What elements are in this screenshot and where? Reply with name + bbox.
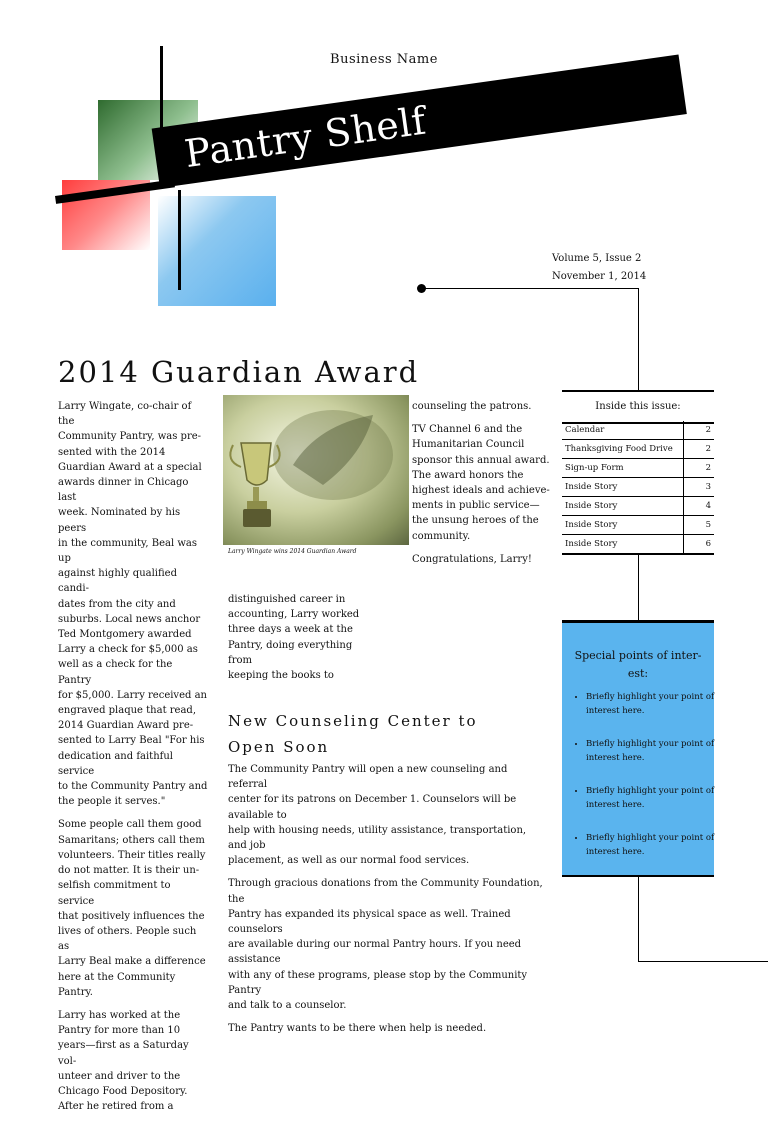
trophy-photo	[223, 395, 409, 545]
toc-row[interactable]	[562, 516, 714, 535]
toc-row[interactable]	[562, 459, 714, 478]
connector-line	[638, 553, 639, 621]
connector-line	[424, 288, 639, 289]
toc-page: 6	[684, 535, 715, 555]
issue-date: November 1, 2014	[552, 271, 647, 282]
lead-column-3	[412, 399, 552, 575]
decor-blue-square	[158, 196, 276, 306]
special-points-list	[562, 691, 726, 879]
special-point: • Briefly highlight your point of interest here.	[586, 832, 726, 859]
toc-title: Inside this issue:	[562, 390, 714, 424]
special-points-box	[562, 620, 714, 877]
toc-row[interactable]	[562, 478, 714, 497]
lead-paragraph: counseling the patrons.	[412, 401, 532, 412]
toc-page: 2	[684, 440, 715, 459]
connector-line	[638, 961, 768, 962]
toc-row[interactable]	[562, 497, 714, 516]
toc-table	[562, 421, 714, 555]
newsletter-title: Pantry Shelf	[181, 98, 429, 176]
lead-paragraph: Congratulations, Larry!	[412, 553, 532, 565]
decor-vertical-line-2	[178, 190, 181, 290]
second-story-body	[228, 762, 548, 1044]
story-paragraph: Through gracious donations from the Community Foundation, the Pantry has expanded its physical space as well. Trained counselors are available during our normal Pantry hours. If you need assistance with any of these programs, please stop by the Community Pantry and talk to a counselor.	[228, 878, 543, 1012]
lead-paragraph: Larry has worked at the Pantry for more than 10 years—first as a Saturday vol- unteer and driver to the Chicago Food Depository. After he retired from a	[58, 1009, 189, 1113]
toc-page: 4	[684, 497, 715, 516]
toc-row[interactable]	[562, 421, 714, 440]
toc-label: Sign-up Form	[562, 459, 684, 478]
decor-vertical-line	[160, 46, 163, 176]
connector-line	[638, 288, 639, 390]
toc-page: 2	[684, 459, 715, 478]
volume-issue: Volume 5, Issue 2	[552, 253, 642, 264]
toc-label: Calendar	[562, 421, 684, 440]
toc-label: Thanksgiving Food Drive	[562, 440, 684, 459]
issue-info	[552, 250, 646, 286]
special-point: • Briefly highlight your point of interest here.	[586, 691, 726, 718]
toc-page: 5	[684, 516, 715, 535]
toc-label: Inside Story	[562, 497, 684, 516]
toc-page: 3	[684, 478, 715, 497]
lead-paragraph: Some people call them good Samaritans; others call them volunteers. Their titles really do not matter. It is their un- selfish commitment to service that positively influences the lives of others. People such as Larry Beal make a difference here at the Community Pantry.	[58, 819, 206, 998]
connector-line	[638, 870, 639, 962]
special-point: • Briefly highlight your point of interest here.	[586, 785, 726, 812]
lead-paragraph: Larry Wingate, co-chair of the Community Pantry, was pre- sented with the 2014 Guardian Award at a special awards dinner in Chicago last week. Nominated by his peers in the community, Beal was up against highly qualified candi- dates from the city and suburbs. Local news anchor Ted Montgomery awarded Larry a check for $5,000 as well as a check for the Pantry for $5,000. Larry received an engraved plaque that read, 2014 Guardian Award pre- sented to Larry Beal "For his dedication and faithful service to the Community Pantry and the people it serves."	[58, 401, 208, 808]
lead-column-2	[228, 592, 378, 691]
lead-paragraph: distinguished career in accounting, Larry worked three days a week at the Pantry, doing everything from keeping the books to	[228, 594, 360, 682]
toc-label: Inside Story	[562, 516, 684, 535]
business-name: Business Name	[330, 52, 438, 67]
photo-caption: Larry Wingate wins 2014 Guardian Award	[228, 548, 357, 555]
special-points-title: Special points of inter- est:	[574, 649, 702, 680]
toc-label: Inside Story	[562, 478, 684, 497]
story-paragraph: The Community Pantry will open a new counseling and referral center for its patrons on December 1. Counselors will be available to help with housing needs, utility assistance, transportation, and job placement, as well as our normal food services.	[228, 764, 527, 867]
special-point: • Briefly highlight your point of interest here.	[586, 738, 726, 765]
toc-page: 2	[684, 421, 715, 440]
second-headline: New Counseling Center to Open Soon	[228, 712, 478, 756]
lead-headline: 2014 Guardian Award	[58, 355, 420, 389]
trophy-icon	[223, 395, 409, 545]
lead-column-1	[58, 399, 208, 1122]
toc-row[interactable]	[562, 440, 714, 459]
story-paragraph: The Pantry wants to be there when help is needed.	[228, 1023, 487, 1035]
lead-paragraph: TV Channel 6 and the Humanitarian Council sponsor this annual award. The award honors the highest ideals and achieve- ments in public service— the unsung heroes of the community.	[412, 424, 550, 542]
toc-row[interactable]	[562, 535, 714, 555]
toc-label: Inside Story	[562, 535, 684, 555]
